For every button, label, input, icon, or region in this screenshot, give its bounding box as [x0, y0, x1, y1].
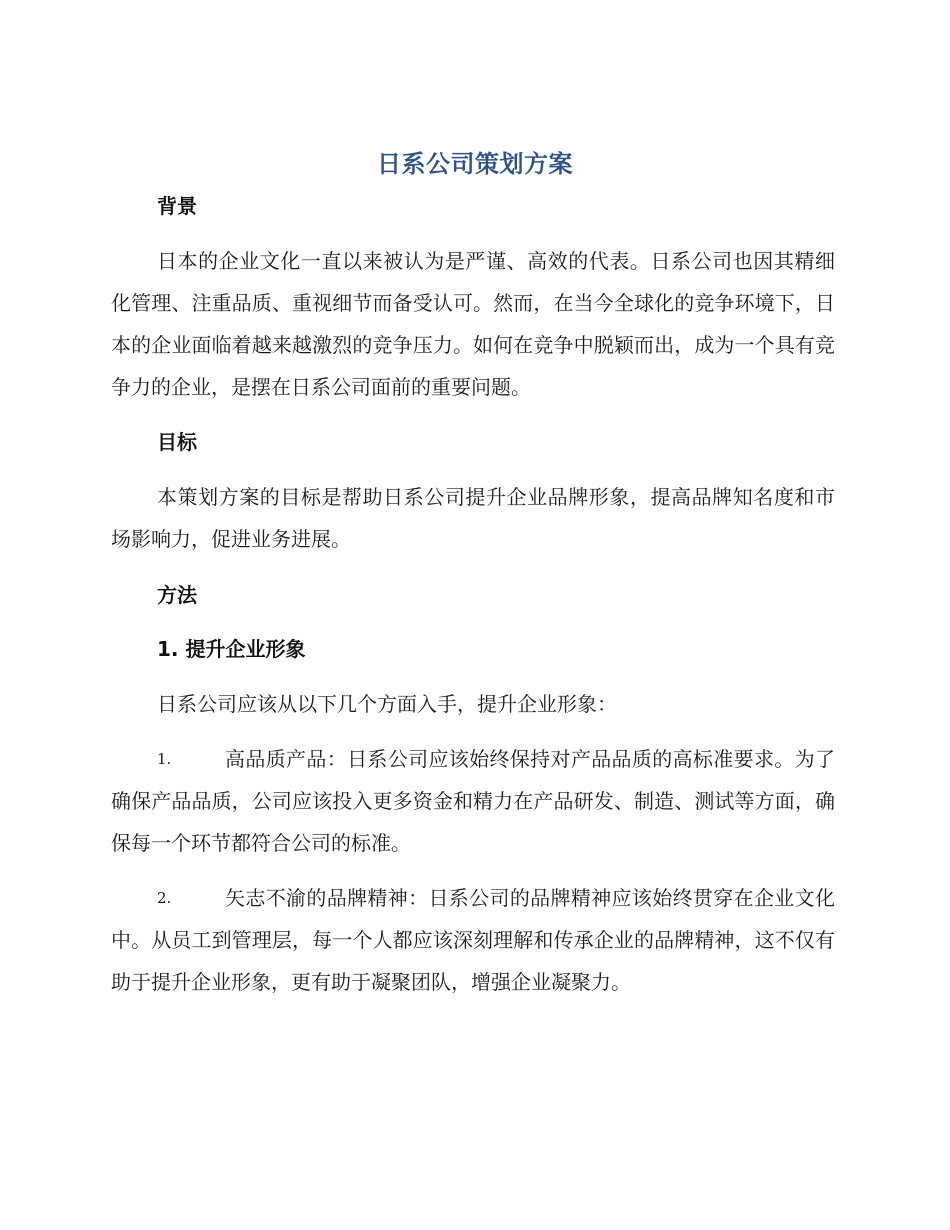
section-heading-goal: 目标 — [157, 430, 197, 454]
list-item-number: 1. — [157, 750, 172, 768]
subheading-improve-image: 1. 提升企业形象 — [157, 637, 306, 661]
list-item — [111, 738, 835, 864]
section-heading-method: 方法 — [157, 583, 197, 607]
list-item — [111, 877, 835, 1003]
background-paragraph: 日本的企业文化一直以来被认为是严谨、高效的代表。日系公司也因其精细化管理、注重品质、重视细节而备受认可。然而，在当今全球化的竞争环境下，日本的企业面临着越来越激烈的竞争压力。如何在竞争中脱颖而出，成为一个具有竞争力的企业，是摆在日系公司面前的重要问题。 — [111, 249, 835, 399]
method-intro-paragraph: 日系公司应该从以下几个方面入手，提升企业形象： — [157, 692, 617, 716]
list-item-text: 高品质产品：日系公司应该始终保持对产品品质的高标准要求。为了确保产品品质，公司应该投入更多资金和精力在产品研发、制造、测试等方面，确保每一个环节都符合公司的标准。 — [111, 747, 835, 855]
list-item-number: 2. — [157, 889, 172, 907]
document-title: 日系公司策划方案 — [377, 150, 573, 178]
goal-paragraph: 本策划方案的目标是帮助日系公司提升企业品牌形象，提高品牌知名度和市场影响力，促进业务进展。 — [111, 485, 835, 551]
section-heading-background: 背景 — [157, 194, 197, 218]
list-item-text: 矢志不渝的品牌精神：日系公司的品牌精神应该始终贯穿在企业文化中。从员工到管理层，每一个人都应该深刻理解和传承企业的品牌精神，这不仅有助于提升企业形象，更有助于凝聚团队，增强企业凝聚力。 — [111, 886, 835, 994]
